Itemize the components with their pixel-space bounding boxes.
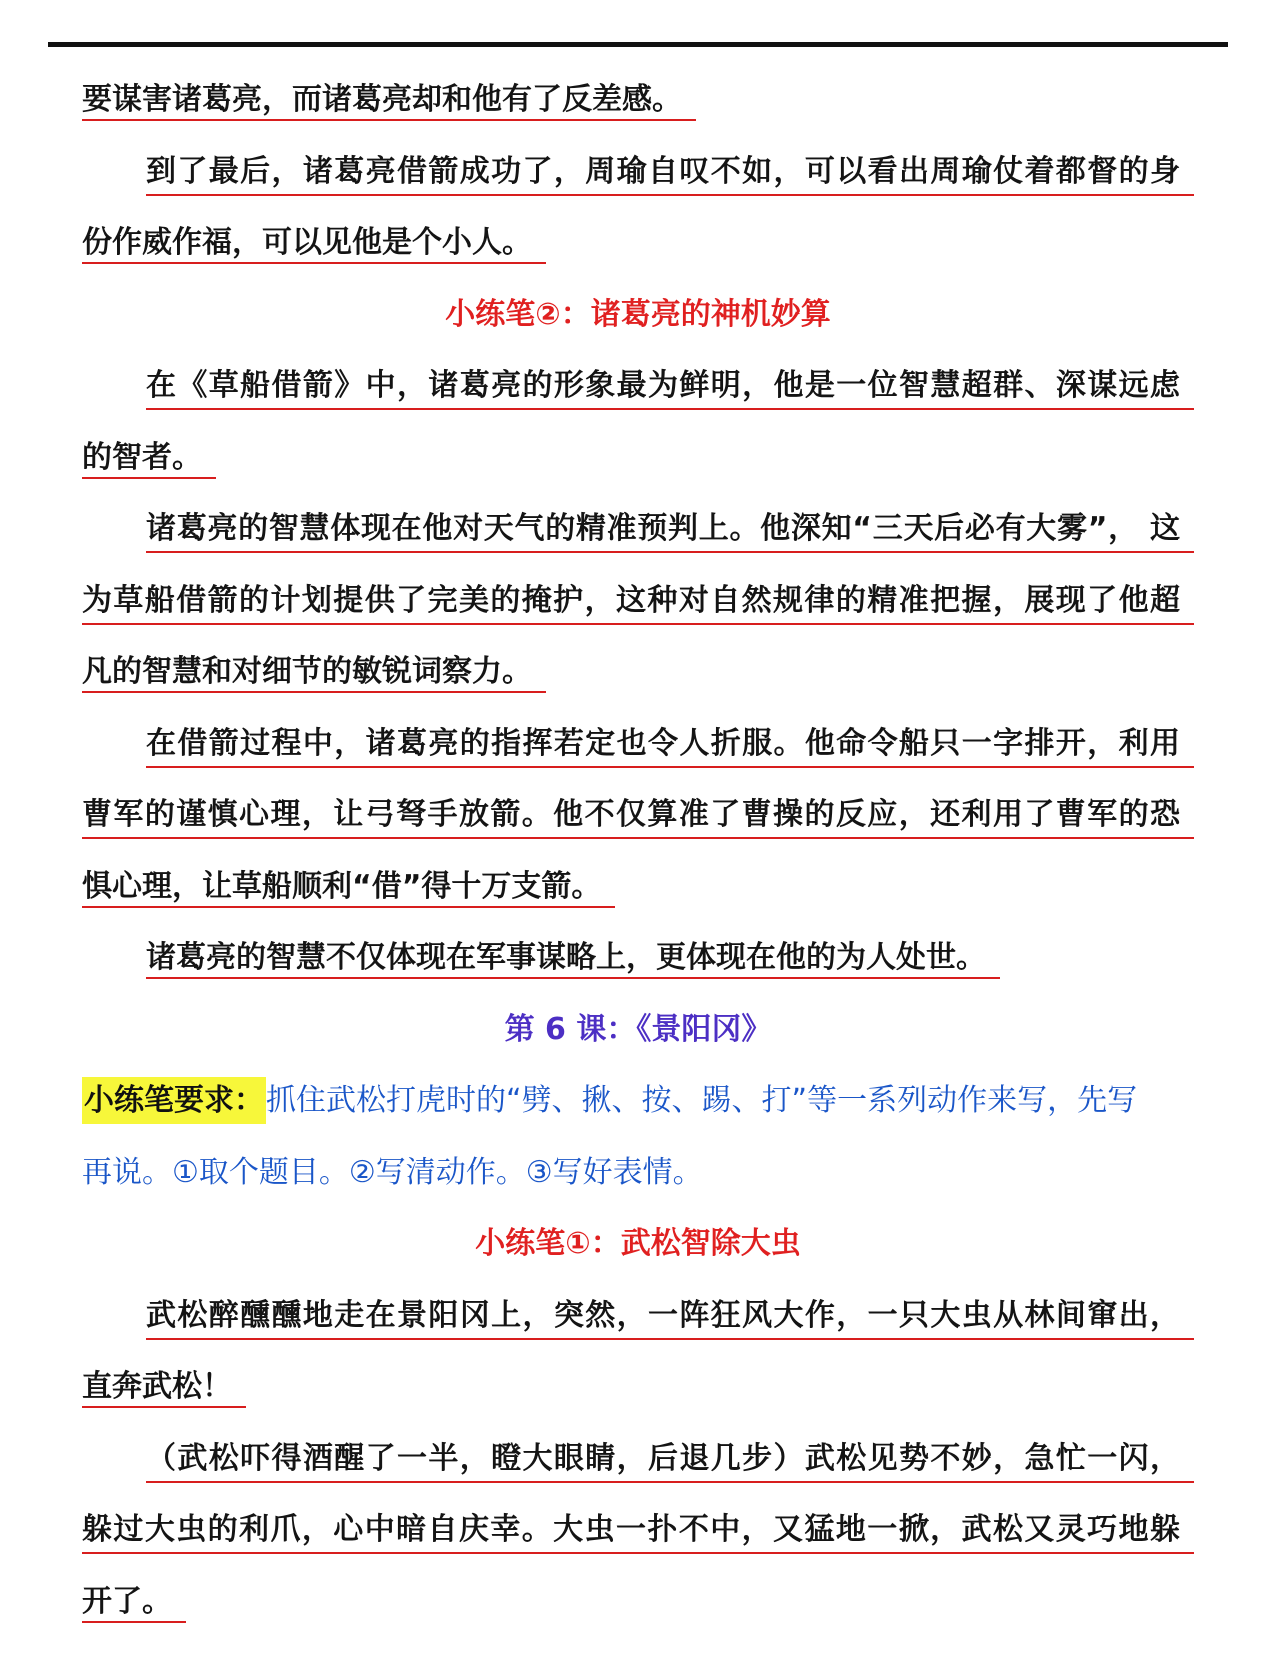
- requirement-text: 抓住武松打虎时的“劈、揪、按、踢、打”等一系列动作来写，先写: [266, 1083, 1138, 1118]
- text-line: 到了最后，诸葛亮借箭成功了，周瑜自叹不如，可以看出周瑜仗着都督的身: [82, 142, 1194, 214]
- section-heading: 小练笔①：武松智除大虫: [475, 1226, 801, 1261]
- text-line: 诸葛亮的智慧体现在他对天气的精准预判上。他深知“三天后必有大雾”， 这: [82, 499, 1194, 571]
- requirement-line: [82, 1071, 1194, 1143]
- requirement-label: 小练笔要求：: [82, 1077, 266, 1124]
- text-line: 为草船借箭的计划提供了完美的掩护，这种对自然规律的精准把握，展现了他超: [82, 571, 1194, 643]
- lesson-title: 第 6 课：《景阳冈》: [504, 1011, 772, 1047]
- text-line: 份作威作福，可以见他是个小人。: [82, 213, 1194, 285]
- text-line: 开了。: [82, 1572, 1194, 1644]
- text-line: 在借箭过程中，诸葛亮的指挥若定也令人折服。他命令船只一字排开，利用: [82, 714, 1194, 786]
- text-line: 曹军的谨慎心理，让弓弩手放箭。他不仅算准了曹操的反应，还利用了曹军的恐: [82, 785, 1194, 857]
- top-rule: [48, 42, 1228, 47]
- text-line: 躲过大虫的利爪，心中暗自庆幸。大虫一扑不中，又猛地一掀，武松又灵巧地躲: [82, 1500, 1194, 1572]
- requirement-line: [82, 1143, 1194, 1215]
- requirement-text: 再说。①取个题目。②写清动作。③写好表情。: [82, 1154, 703, 1190]
- text-line: 要谋害诸葛亮，而诸葛亮却和他有了反差感。: [82, 70, 1194, 142]
- text-line: 惧心理，让草船顺利“借”得十万支箭。: [82, 857, 1194, 929]
- text-line: 直奔武松！: [82, 1357, 1194, 1429]
- text-line: 在《草船借箭》中，诸葛亮的形象最为鲜明，他是一位智慧超群、深谋远虑: [82, 356, 1194, 428]
- text-line: 诸葛亮的智慧不仅体现在军事谋略上，更体现在他的为人处世。: [82, 928, 1194, 1000]
- section-heading: 小练笔②：诸葛亮的神机妙算: [445, 296, 831, 332]
- text-line: 武松醉醺醺地走在景阳冈上，突然，一阵狂风大作，一只大虫从林间窜出，: [82, 1286, 1194, 1358]
- text-line: （武松吓得酒醒了一半，瞪大眼睛，后退几步）武松见势不妙，急忙一闪，: [82, 1429, 1194, 1501]
- document-body: [82, 70, 1194, 1643]
- text-line: 的智者。: [82, 428, 1194, 500]
- text-line: 凡的智慧和对细节的敏锐词察力。: [82, 642, 1194, 714]
